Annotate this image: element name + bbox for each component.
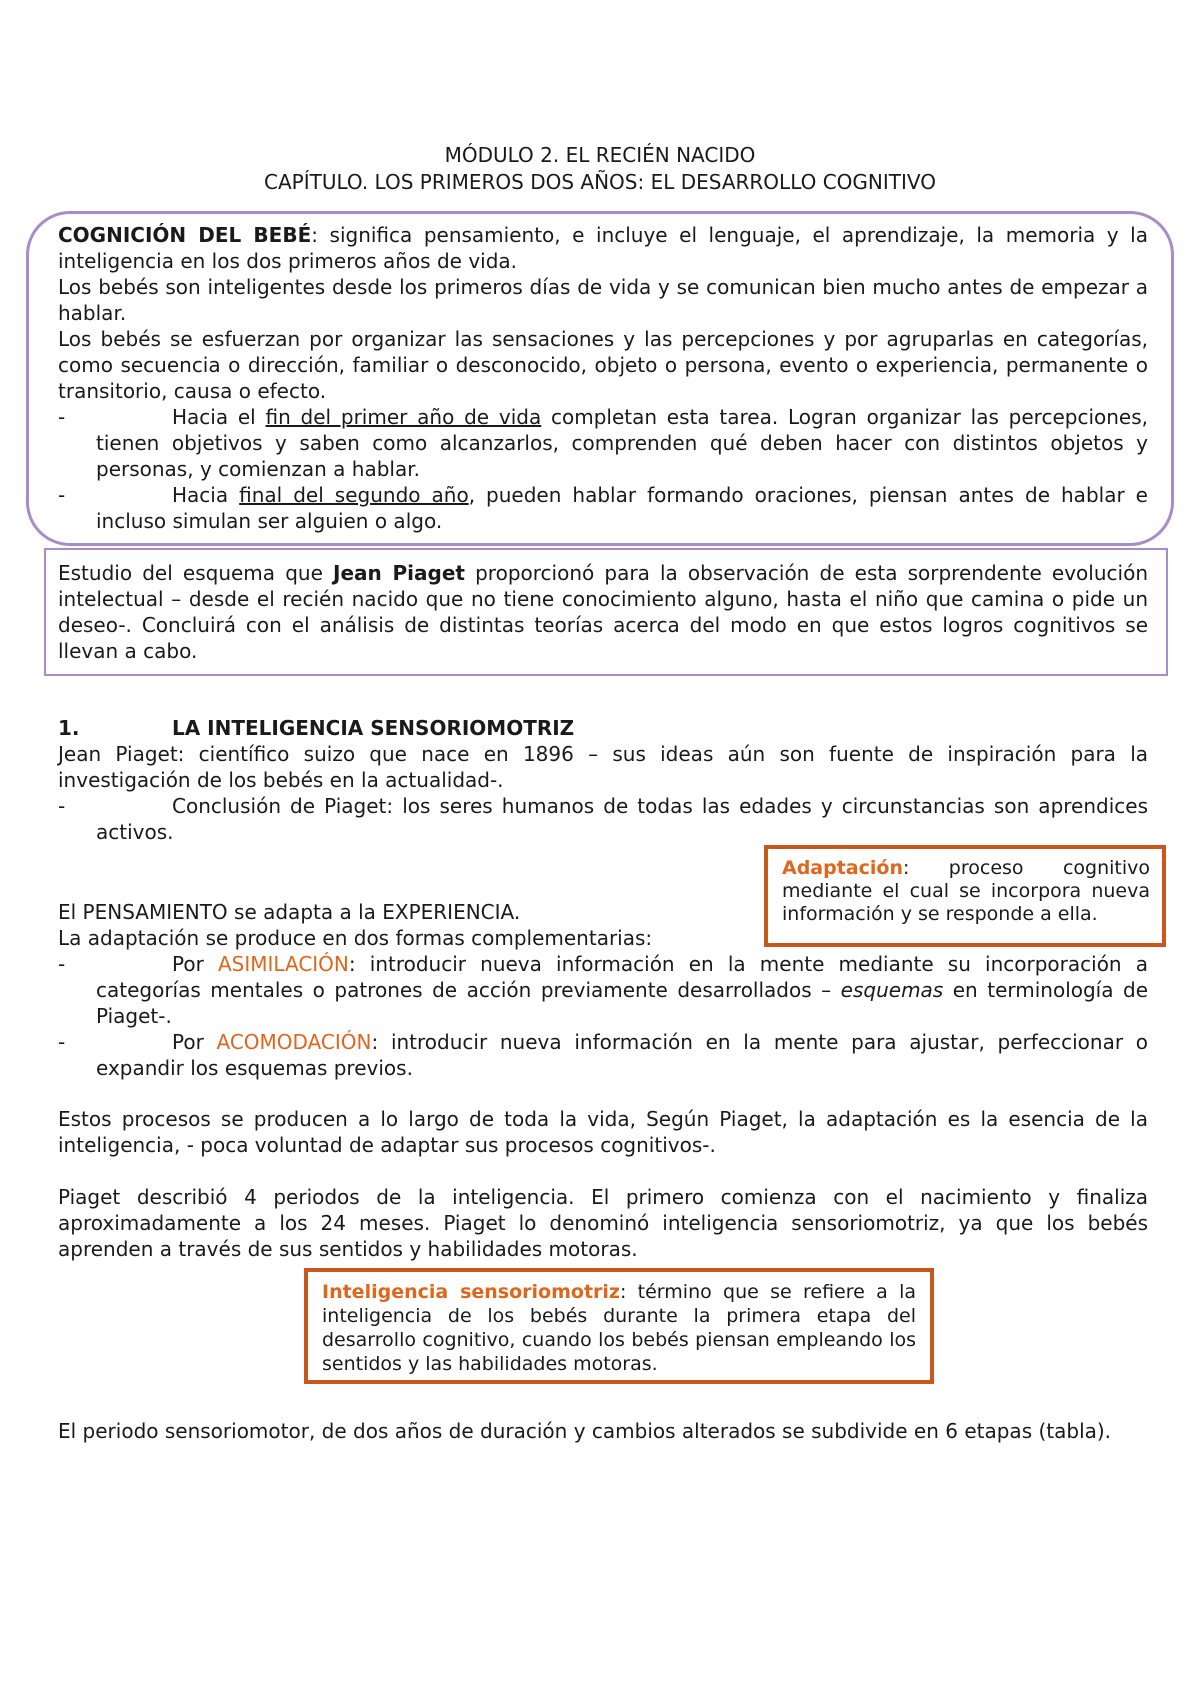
sensoriomotriz-def: : término que se refiere a la inteligencia de los bebés durante la primera etapa del desarrollo cognitivo, cuando los bebés piensan empleando los sentidos y las habilidades motoras. (322, 1281, 916, 1375)
esquemas-word: esquemas (840, 978, 944, 1002)
adaptation-block (58, 899, 1148, 1081)
sensoriomotriz-term: Inteligencia sensoriomotriz (322, 1281, 620, 1303)
cognition-item-1 (58, 404, 1148, 482)
item2-pre: Hacia (172, 483, 240, 507)
dash-bullet: - (58, 405, 66, 429)
dash-bullet: - (58, 952, 66, 976)
acom-pre: Por (172, 1030, 217, 1054)
dash-bullet: - (58, 483, 66, 507)
asim-end: en terminología de Piaget-. (96, 978, 1148, 1028)
piaget-intro: Jean Piaget: científico suizo que nace en 1896 – sus ideas aún son fuente de inspiración para la investigación de los bebés en la actualidad-. (58, 742, 1148, 792)
cognition-definition (58, 222, 1148, 274)
item2-post: , pueden hablar formando oraciones, piensan antes de hablar e incluso simulan ser alguien o algo. (96, 483, 1148, 533)
acom-post: : introducir nueva información en la mente para ajustar, perfeccionar o expandir los esquemas previos. (96, 1030, 1148, 1080)
piaget-box (58, 560, 1148, 664)
asimilacion-word: ASIMILACIÓN (217, 952, 349, 976)
chapter-title: CAPÍTULO. LOS PRIMEROS DOS AÑOS: EL DESARROLLO COGNITIVO (264, 170, 936, 194)
final-paragraph: El periodo sensoriomotor, de dos años de duración y cambios alterados se subdivide en 6 etapas (tabla). (58, 1419, 1112, 1443)
section-intro (58, 741, 1148, 845)
section-number: 1. (58, 716, 80, 740)
cognition-term: COGNICIÓN DEL BEBÉ (58, 223, 312, 247)
piaget-box-pre: Estudio del esquema que (58, 561, 334, 585)
item2-underlined: final del segundo año (239, 483, 469, 507)
item1-underlined: fin del primer año de vida (265, 405, 542, 429)
adapt-line-2: La adaptación se produce en dos formas complementarias: (58, 926, 653, 950)
piaget-box-post: proporcionó para la observación de esta sorprendente evolución intelectual – desde el recién nacido que no tiene conocimiento alguno, hasta el niño que camina o pide un deseo-. Concluirá con el análisis de distintas teorías acerca del modo en que estos logros cognitivos se llevan a cabo. (58, 561, 1148, 663)
sensoriomotriz-box (304, 1268, 934, 1384)
adapt-line-1: El PENSAMIENTO se adapta a la EXPERIENCIA. (58, 900, 521, 924)
adaptacion-term: Adaptación (782, 857, 903, 879)
asim-pre: Por (172, 952, 218, 976)
cognition-box (58, 222, 1148, 534)
conclusion-text: Conclusión de Piaget: los seres humanos de todas las edades y circunstancias son aprendices activos. (96, 794, 1148, 844)
periods-paragraph: Piaget describió 4 periodos de la inteligencia. El primero comienza con el nacimiento y finaliza aproximadamente a los 24 meses. Piaget lo denominó inteligencia sensoriomotriz, ya que los bebés aprenden a través de sus sentidos y habilidades motoras. (58, 1185, 1148, 1261)
cognition-paragraph-2: Los bebés son inteligentes desde los primeros días de vida y se comunican bien mucho antes de empezar a hablar. (58, 275, 1148, 325)
item1-post: completan esta tarea. Logran organizar las percepciones, tienen objetivos y saben como alcanzarlos, comprenden qué deben hacer con distintos objetos y personas, y comienzan a hablar. (96, 405, 1148, 481)
conclusion-item (58, 793, 1148, 845)
dash-bullet: - (58, 1030, 66, 1054)
cognition-paragraph-3: Los bebés se esfuerzan por organizar las sensaciones y las percepciones y por agruparlas en categorías, como secuencia o dirección, familiar o desconocido, objeto o persona, evento o experiencia, permanente o transitorio, causa o efecto. (58, 327, 1148, 403)
piaget-name: Jean Piaget (333, 561, 465, 585)
adaptacion-def: : proceso cognitivo mediante el cual se incorpora nueva información y se responde a ella. (782, 857, 1150, 925)
dash-bullet: - (58, 794, 66, 818)
acomodacion-item (58, 1029, 1148, 1081)
section-title: LA INTELIGENCIA SENSORIOMOTRIZ (172, 716, 575, 740)
acomodacion-word: ACOMODACIÓN (216, 1030, 372, 1054)
module-title: MÓDULO 2. EL RECIÉN NACIDO (444, 143, 756, 167)
asim-post: : introducir nueva información en la mente mediante su incorporación a categorías mentales o patrones de acción previamente desarrollados – (96, 952, 1148, 1002)
process-paragraph: Estos procesos se producen a lo largo de toda la vida, Según Piaget, la adaptación es la esencia de la inteligencia, - poca voluntad de adaptar sus procesos cognitivos-. (58, 1107, 1148, 1157)
cognition-item-2 (58, 482, 1148, 534)
cognition-def-text: : significa pensamiento, e incluye el lenguaje, el aprendizaje, la memoria y la inteligencia en los dos primeros años de vida. (58, 223, 1148, 273)
asimilacion-item (58, 951, 1148, 1029)
item1-pre: Hacia el (172, 405, 266, 429)
